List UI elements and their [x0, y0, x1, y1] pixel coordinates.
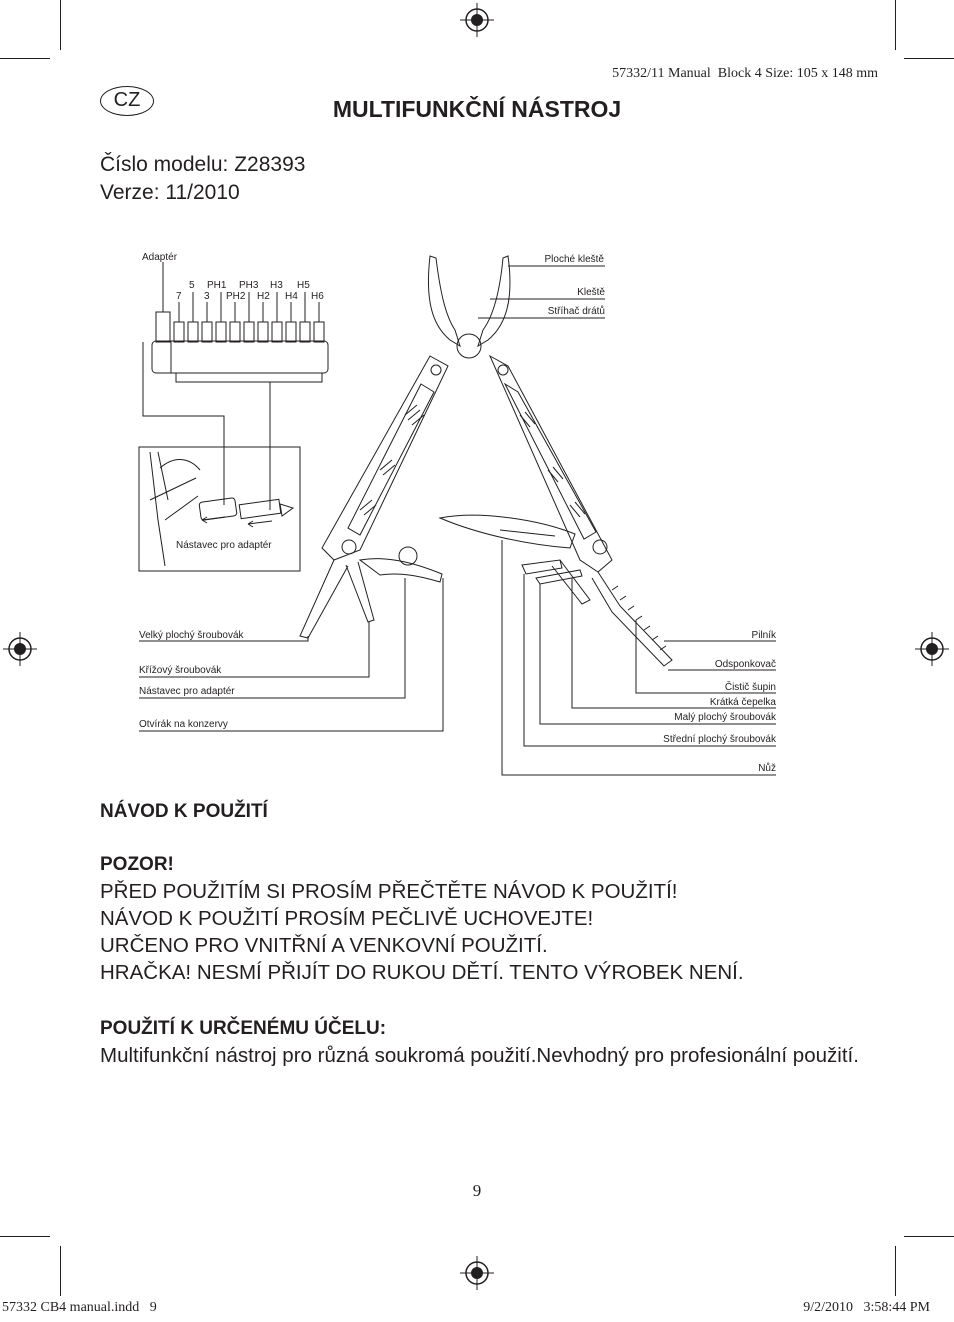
warning-line: HRAČKA! NESMÍ PŘIJÍT DO RUKOU DĚTÍ. TENTO VÝROBEK NENÍ.: [100, 961, 744, 984]
crop-mark: [904, 1236, 954, 1237]
large-screwdriver: [300, 560, 348, 638]
label-wire-cutter: Stříhač drátů: [547, 306, 605, 317]
knife-blade: [440, 515, 575, 548]
label-file: Pilník: [751, 630, 776, 641]
bit-label: 3: [204, 291, 210, 302]
crop-mark: [895, 1246, 896, 1296]
label-short-blade: Krátká čepelka: [709, 697, 776, 708]
label-large-flat-screwdriver: Velký plochý šroubovák: [139, 630, 244, 641]
file-name: 57332 CB4 manual.indd 9: [2, 1300, 157, 1315]
phillips-screwdriver: [346, 562, 374, 622]
bits: [174, 322, 324, 342]
adapter-bit: [156, 312, 170, 342]
bit-label: H5: [297, 280, 310, 291]
label-bit-adapter-inset: Nástavec pro adaptér: [176, 540, 272, 551]
crop-mark: [60, 1246, 61, 1296]
print-info: 57332/11 Manual Block 4 Size: 105 x 148 mm: [612, 66, 878, 81]
registration-mark-icon: [460, 1256, 494, 1290]
small-screwdriver: [522, 560, 562, 574]
bit-holder: [152, 341, 328, 373]
label-medium-flat-screwdriver: Střední plochý šroubovák: [663, 734, 776, 745]
page-title: MULTIFUNKČNÍ NÁSTROJ: [332, 96, 622, 122]
pliers-jaw-left: [428, 256, 460, 346]
short-blade: [552, 560, 590, 604]
bit-label: H6: [311, 291, 324, 302]
label-can-opener: Otvírák na konzervy: [139, 719, 228, 730]
instructions-heading: NÁVOD K POUŽITÍ: [100, 801, 268, 822]
bit-label: H3: [270, 280, 283, 291]
warning-line: NÁVOD K POUŽITÍ PROSÍM PEČLIVĚ UCHOVEJTE!: [100, 907, 594, 930]
bit-label: PH1: [207, 280, 227, 291]
bit-label: 7: [176, 291, 182, 302]
label-knife: Nůž: [758, 763, 776, 774]
label-phillips-screwdriver: Křížový šroubovák: [139, 665, 222, 676]
language-badge: CZ: [100, 86, 154, 116]
bit-label: PH2: [226, 291, 246, 302]
bit-label: 5: [189, 280, 195, 291]
bit-label: H4: [285, 291, 298, 302]
intended-use-text: Multifunkční nástroj pro různá soukromá použití.Nevhodný pro profesionální použití.: [100, 1044, 859, 1067]
label-small-flat-screwdriver: Malý plochý šroubovák: [674, 712, 776, 723]
label-bottle-opener: Odsponkovač: [714, 659, 776, 670]
label-adapter: Adaptér: [142, 252, 178, 263]
left-handle: [322, 356, 448, 560]
file-tool: [592, 572, 672, 666]
model-number: Číslo modelu: Z28393: [100, 153, 306, 176]
right-handle: [490, 356, 612, 572]
warning-line: PŘED POUŽITÍM SI PROSÍM PŘEČTĚTE NÁVOD K POUŽITÍ!: [100, 880, 678, 903]
label-pliers: Kleště: [577, 287, 605, 298]
warning-heading: POZOR!: [100, 854, 174, 875]
version: Verze: 11/2010: [100, 181, 240, 204]
crop-mark: [0, 1236, 50, 1237]
bit-label: PH3: [239, 280, 259, 291]
label-scale-remover: Čistič šupin: [724, 682, 776, 693]
timestamp: 9/2/2010 3:58:44 PM: [803, 1300, 930, 1315]
pliers-jaw-right: [478, 256, 510, 346]
intended-use-heading: POUŽITÍ K URČENÉMU ÚČELU:: [100, 1018, 387, 1039]
label-flat-pliers: Ploché kleště: [544, 254, 604, 265]
warning-line: URČENO PRO VNITŘNÍ A VENKOVNÍ POUŽITÍ.: [100, 934, 548, 957]
page-number: 9: [472, 1181, 482, 1200]
label-bit-adapter: Nástavec pro adaptér: [139, 686, 235, 697]
bit-label: H2: [257, 291, 270, 302]
